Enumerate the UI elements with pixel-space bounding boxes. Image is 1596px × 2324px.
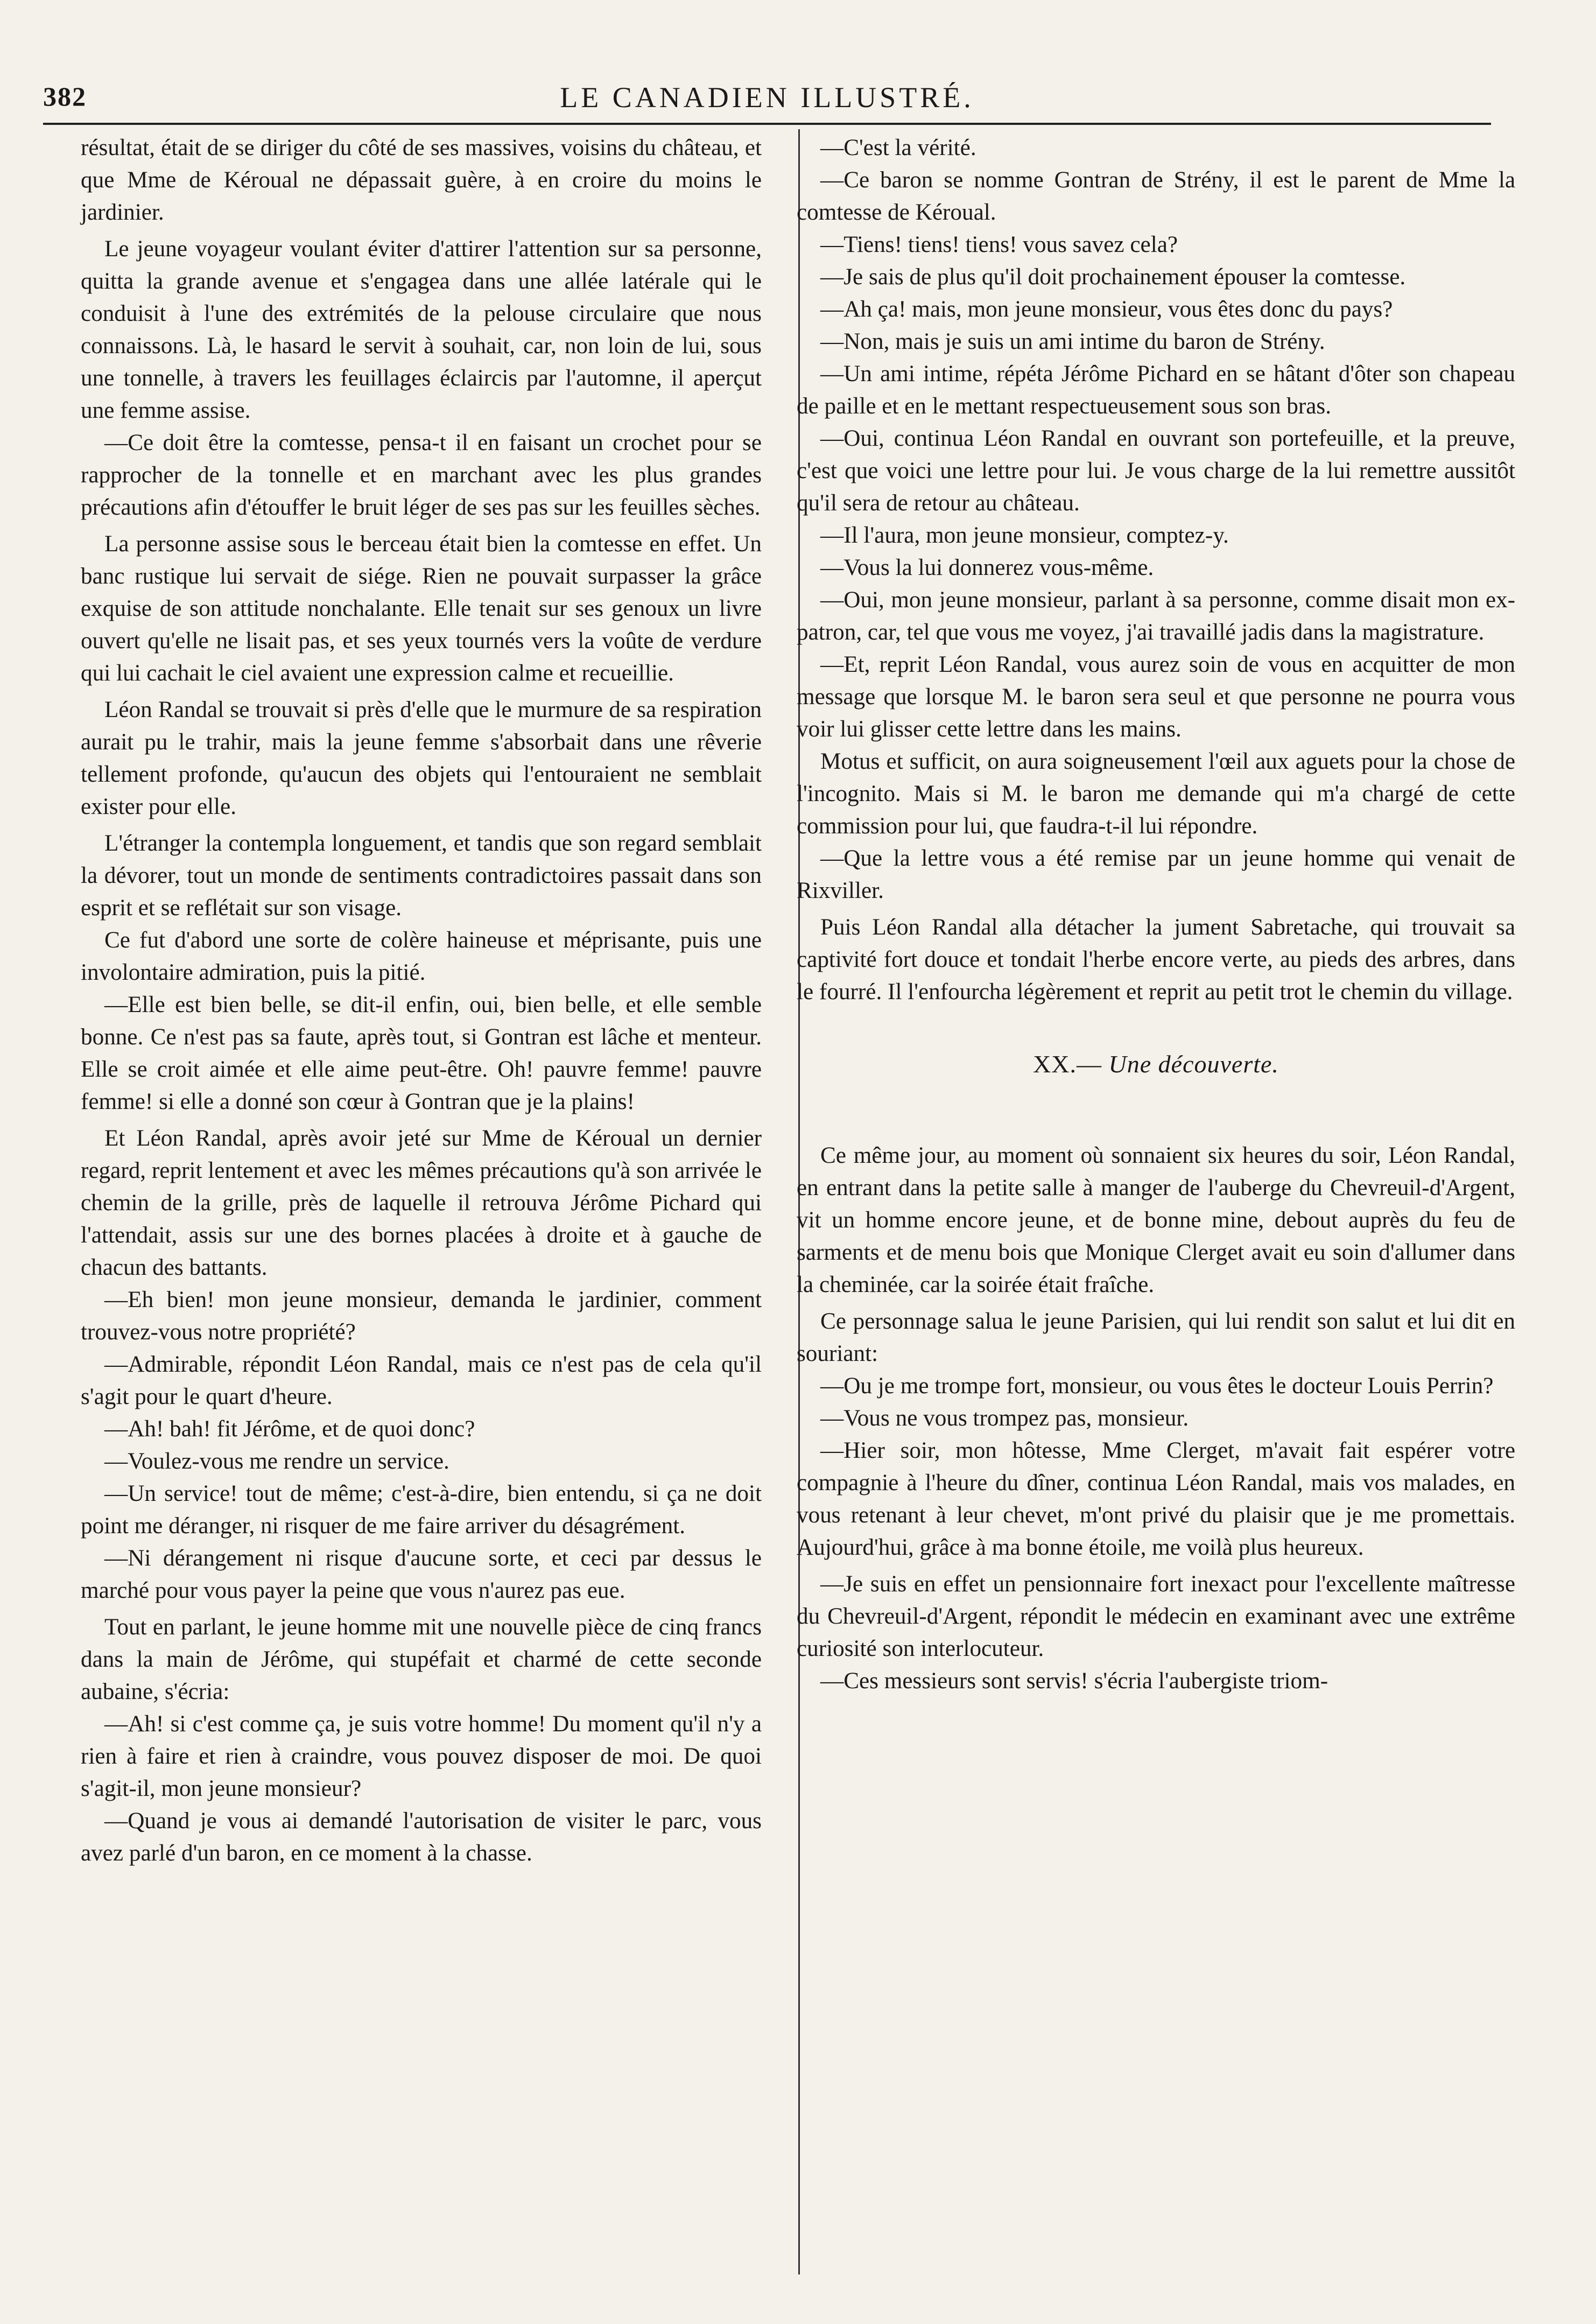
paragraph: —Il l'aura, mon jeune monsieur, comptez-y.: [820, 523, 1229, 548]
paragraph: Motus et sufficit, on aura soigneusement l'œil aux aguets pour la chose de l'incognito. Mais si M. le baron me demande qui m'a chargé de cette commission pour lui, que faudra-t-il lui répondre.: [797, 749, 1515, 839]
paragraph: —Ce baron se nomme Gontran de Strény, il est le parent de Mme la comtesse de Kéroual.: [797, 167, 1515, 225]
paragraph: —Un service! tout de même; c'est-à-dire, bien entendu, si ça ne doit point me déranger, ni risquer de me faire arriver du désagrément.: [81, 1481, 762, 1539]
paragraph: —Ah! si c'est comme ça, je suis votre homme! Du moment qu'il n'y a rien à faire et rien à craindre, vous pouvez disposer de moi. De quoi s'agit-il, mon jeune monsieur?: [81, 1711, 762, 1801]
paragraph: —Ni dérangement ni risque d'aucune sorte, et ceci par dessus le marché pour vous payer la peine que vous n'aurez pas eue.: [81, 1546, 762, 1603]
paragraph: L'étranger la contempla longuement, et tandis que son regard semblait la dévorer, tout un monde de sentiments contradictoires passait dans son esprit et se reflétait sur son visage.: [81, 831, 762, 921]
paragraph: —Admirable, répondit Léon Randal, mais ce n'est pas de cela qu'il s'agit pour le quart d'heure.: [81, 1352, 762, 1409]
paragraph: —Un ami intime, répéta Jérôme Pichard en se hâtant d'ôter son chapeau de paille et en le mettant respectueusement sous son bras.: [797, 361, 1515, 419]
paragraph: Le jeune voyageur voulant éviter d'attirer l'attention sur sa personne, quitta la grande avenue et s'engagea dans une allée latérale qui le conduisit à l'une des extrémités de la pelouse circulaire que nous connaissons. Là, le hasard le servit à souhait, car, non loin de lui, sous une tonnelle, à travers les feuillages éclaircis par l'automne, il aperçut une femme assise.: [81, 236, 762, 423]
paragraph: —Elle est bien belle, se dit-il enfin, oui, bien belle, et elle semble bonne. Ce n'est pas sa faute, après tout, si Gontran est lâche et menteur. Elle se croit aimée et elle aime peut-être. Oh! pauvre femme! pauvre femme! si elle a donné son cœur à Gontran que je la plains!: [81, 992, 762, 1114]
paragraph: —Que la lettre vous a été remise par un jeune homme qui venait de Rixviller.: [797, 846, 1515, 903]
right-column: [797, 132, 1515, 1697]
chapter-number: XX.—: [1033, 1050, 1102, 1078]
paragraph: résultat, était de se diriger du côté de ses massives, voisins du château, et que Mme de Kéroual ne dépassait guère, à en croire du moins le jardinier.: [81, 135, 762, 225]
paragraph: Puis Léon Randal alla détacher la jument Sabretache, qui trouvait sa captivité fort douce et tondait l'herbe encore verte, au pieds des arbres, dans le fourré. Il l'enfourcha légèrement et reprit au petit trot le chemin du village.: [797, 915, 1515, 1005]
paragraph: Et Léon Randal, après avoir jeté sur Mme de Kéroual un dernier regard, reprit lentement et avec les mêmes précautions qu'à son arrivée le chemin de la grille, près de laquelle il retrouva Jérôme Pichard qui l'attendait, assis sur une des bornes placées à droite et à gauche de chacun des battants.: [81, 1126, 762, 1280]
paragraph: Léon Randal se trouvait si près d'elle que le murmure de sa respiration aurait pu le trahir, mais la jeune femme s'absorbait dans une rêverie tellement profonde, qu'aucun des objets qui l'entouraient ne semblait exister pour elle.: [81, 697, 762, 819]
paragraph: —Je sais de plus qu'il doit prochainement épouser la comtesse.: [820, 264, 1406, 290]
paragraph: —Ah ça! mais, mon jeune monsieur, vous êtes donc du pays?: [820, 297, 1393, 322]
paragraph: —Et, reprit Léon Randal, vous aurez soin de vous en acquitter de mon message que lorsque M. le baron sera seul et que personne ne pourra vous voir lui glisser cette lettre dans les mains.: [797, 652, 1515, 742]
paragraph: —Ces messieurs sont servis! s'écria l'aubergiste triom-: [820, 1668, 1328, 1694]
paragraph: —Oui, continua Léon Randal en ouvrant son portefeuille, et la preuve, c'est que voici une lettre pour lui. Je vous charge de la lui remettre aussitôt qu'il sera de retour au château.: [797, 426, 1515, 516]
paragraph: Tout en parlant, le jeune homme mit une nouvelle pièce de cinq francs dans la main de Jérôme, qui stupéfait et charmé de cette seconde aubaine, s'écria:: [81, 1614, 762, 1704]
paragraph: —Vous ne vous trompez pas, monsieur.: [820, 1406, 1189, 1431]
paragraph: —Eh bien! mon jeune monsieur, demanda le jardinier, comment trouvez-vous notre propriété?: [81, 1287, 762, 1345]
journal-title: LE CANADIEN ILLUSTRÉ.: [560, 81, 974, 114]
paragraph: —Oui, mon jeune monsieur, parlant à sa personne, comme disait mon ex-patron, car, tel que vous me voyez, j'ai travaillé jadis dans la magistrature.: [797, 587, 1515, 645]
header-rule: [43, 123, 1491, 125]
paragraph: Ce personnage salua le jeune Parisien, qui lui rendit son salut et lui dit en souriant:: [797, 1309, 1515, 1366]
paragraph: —Tiens! tiens! tiens! vous savez cela?: [820, 232, 1178, 257]
chapter-heading: [797, 1048, 1515, 1080]
paragraph: —Je suis en effet un pensionnaire fort inexact pour l'excellente maîtresse du Chevreuil-d'Argent, répondit le médecin en examinant avec une extrême curiosité son interlocuteur.: [797, 1571, 1515, 1661]
paragraph: La personne assise sous le berceau était bien la comtesse en effet. Un banc rustique lui servait de siége. Rien ne pouvait surpasser la grâce exquise de son attitude nonchalante. Elle tenait sur ses genoux un livre ouvert qu'elle ne lisait pas, et ses yeux tournés vers la voûte de verdure qui lui cachait le ciel avaient une expression calme et recueillie.: [81, 531, 762, 686]
paragraph: —Vous la lui donnerez vous-même.: [820, 555, 1154, 580]
paragraph: —Ah! bah! fit Jérôme, et de quoi donc?: [104, 1416, 475, 1442]
page-number: 382: [43, 81, 87, 111]
paragraph: —Ou je me trompe fort, monsieur, ou vous êtes le docteur Louis Perrin?: [820, 1373, 1494, 1399]
paragraph: Ce fut d'abord une sorte de colère haineuse et méprisante, puis une involontaire admiration, puis la pitié.: [81, 928, 762, 985]
paragraph: —Non, mais je suis un ami intime du baron de Strény.: [820, 329, 1325, 354]
paragraph: —Hier soir, mon hôtesse, Mme Clerget, m'avait fait espérer votre compagnie à l'heure du dîner, continua Léon Randal, mais vos malades, en vous retenant à leur chevet, m'ont privé du plaisir que je me promettais. Aujourd'hui, grâce à ma bonne étoile, me voilà plus heureux.: [797, 1438, 1515, 1560]
running-head: [43, 81, 1491, 124]
paragraph: —Voulez-vous me rendre un service.: [104, 1449, 449, 1474]
left-column: [81, 132, 762, 1870]
paragraph: —Quand je vous ai demandé l'autorisation de visiter le parc, vous avez parlé d'un baron, en ce moment à la chasse.: [81, 1808, 762, 1866]
chapter-title: Une découverte.: [1108, 1050, 1279, 1078]
paragraph: Ce même jour, au moment où sonnaient six heures du soir, Léon Randal, en entrant dans la petite salle à manger de l'auberge du Chevreuil-d'Argent, vit un homme encore jeune, et de bonne mine, debout auprès du feu de sarments et de menu bois que Monique Clerget avait eu soin d'allumer dans la cheminée, car la soirée était fraîche.: [797, 1143, 1515, 1297]
paragraph: —C'est la vérité.: [820, 135, 976, 160]
paragraph: —Ce doit être la comtesse, pensa-t il en faisant un crochet pour se rapprocher de la tonnelle et en marchant avec les plus grandes précautions afin d'étouffer le bruit léger de ses pas sur les feuilles sèches.: [81, 430, 762, 520]
